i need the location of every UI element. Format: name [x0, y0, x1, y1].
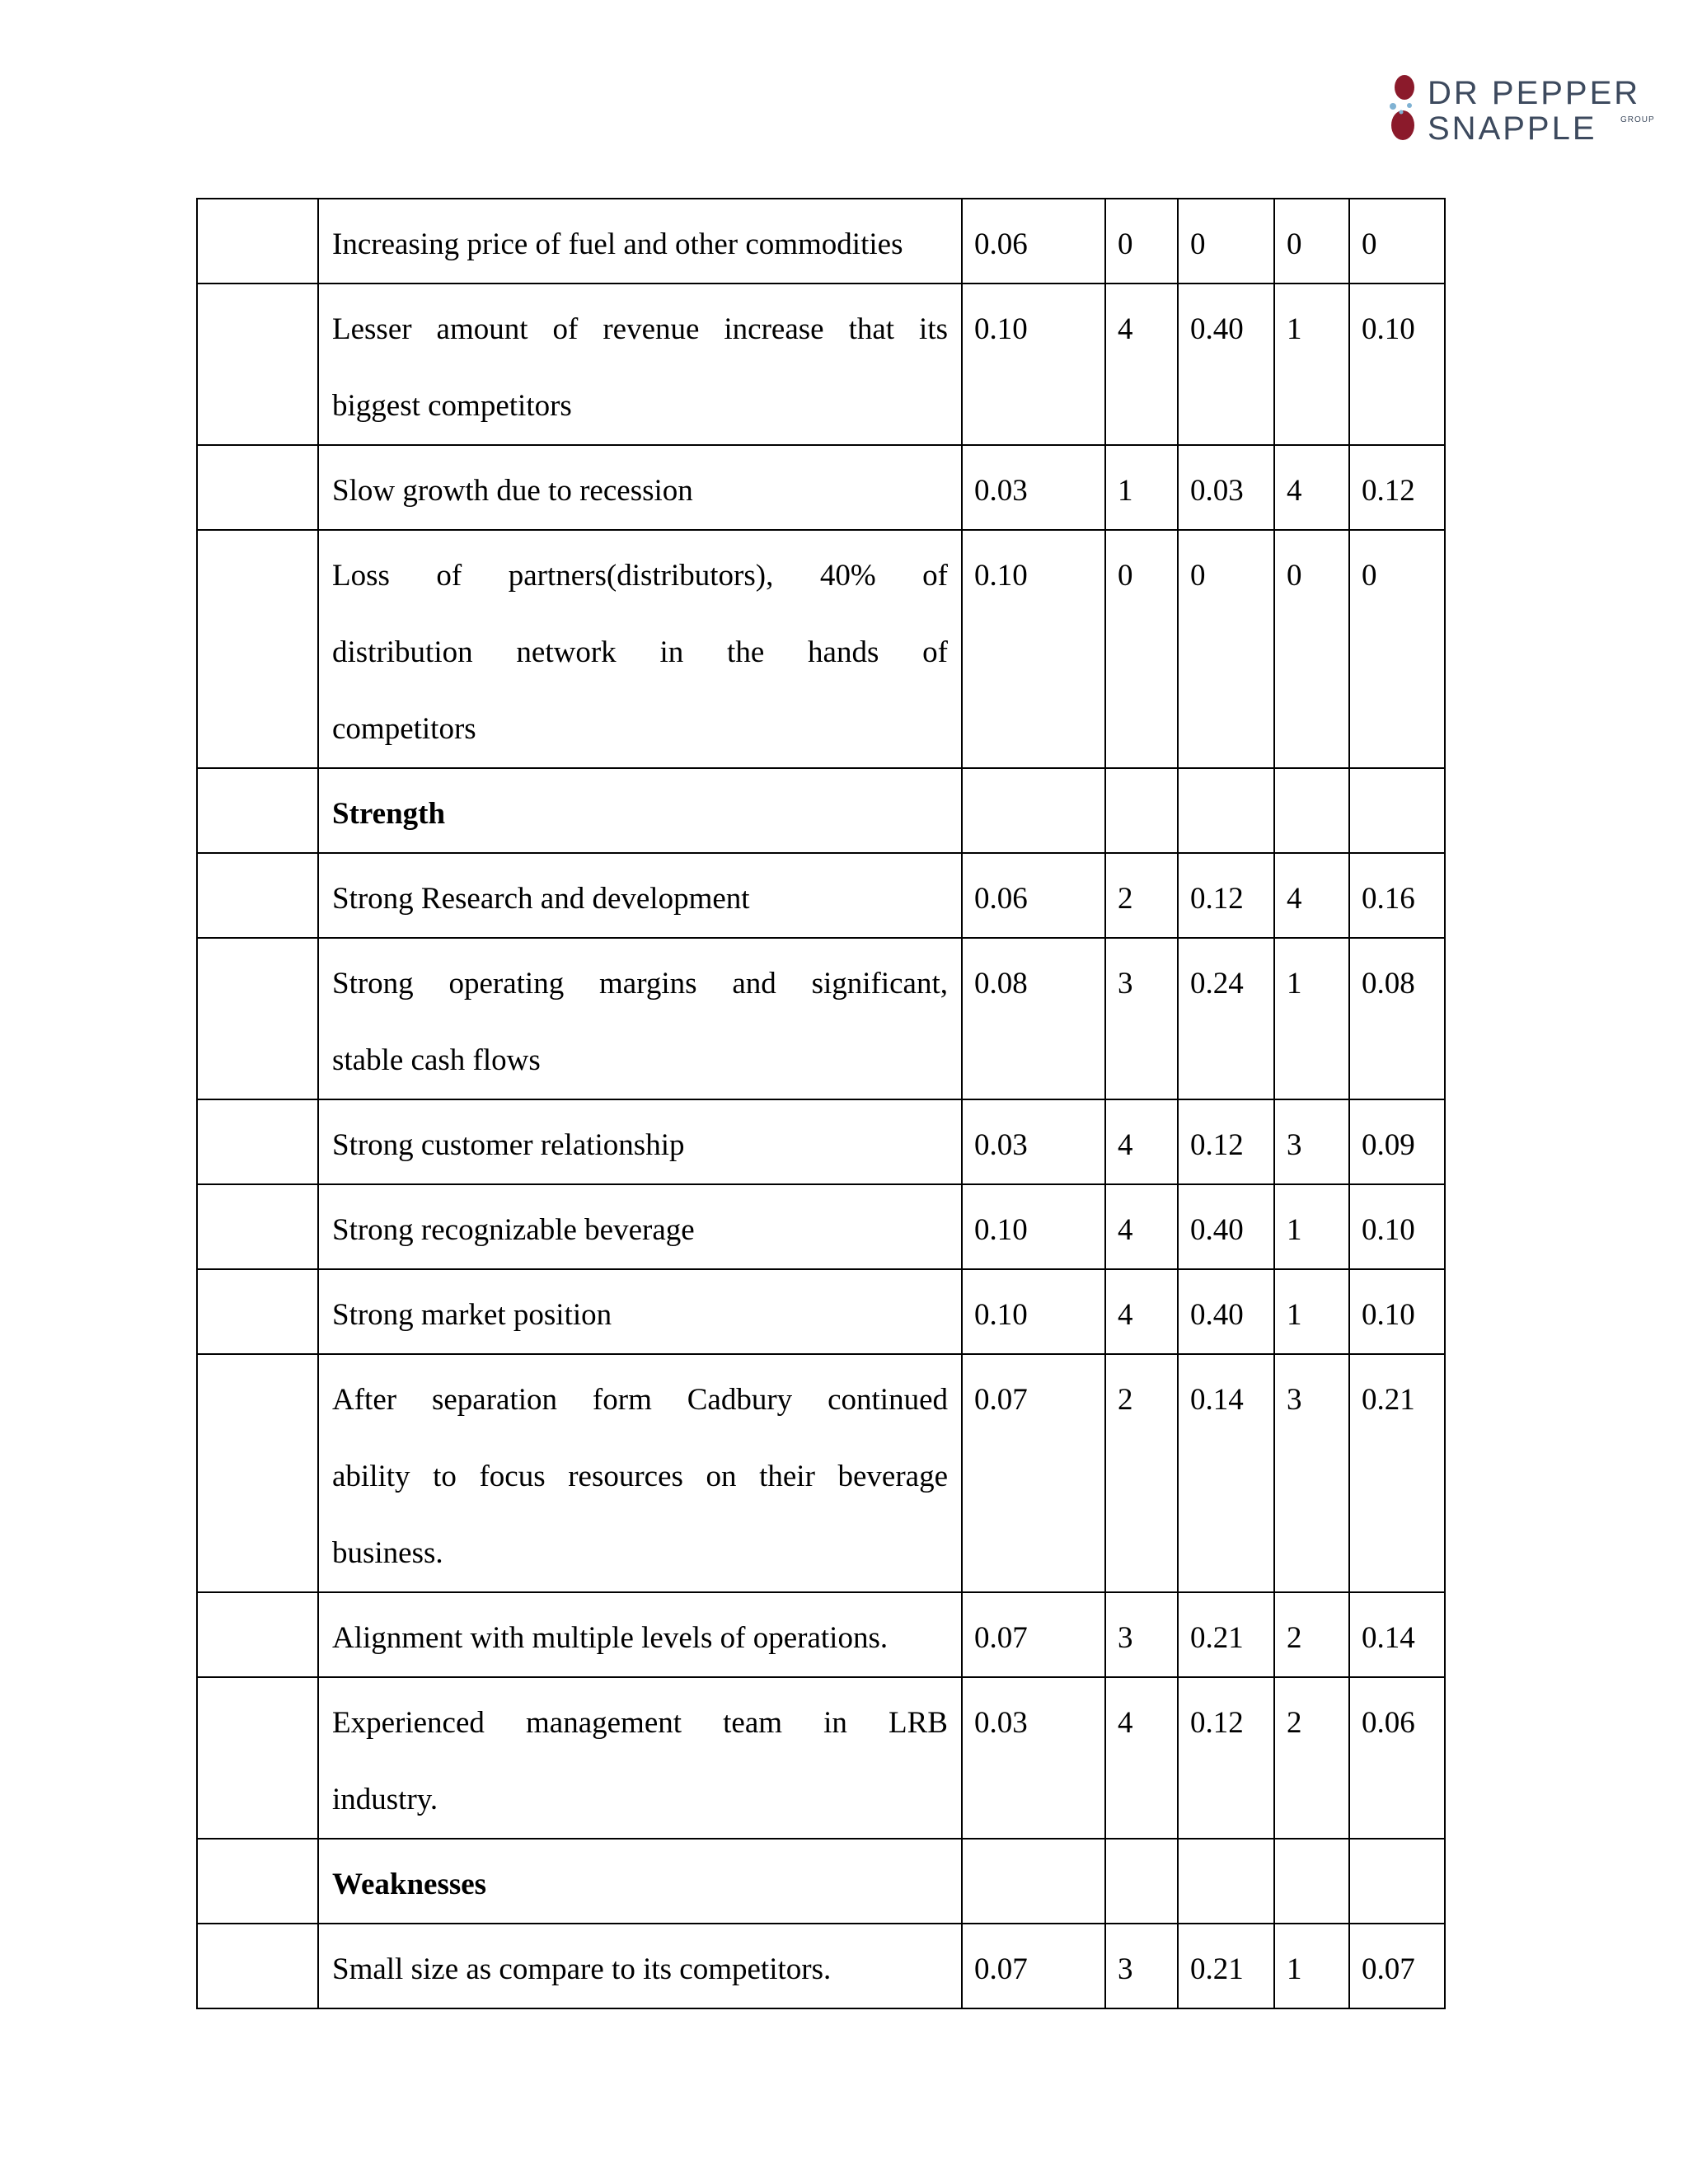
- weight-cell: 0.07: [962, 1354, 1105, 1592]
- weight-cell: [962, 1839, 1105, 1924]
- score2-cell: 0.10: [1349, 284, 1445, 445]
- score1-cell: 0.21: [1178, 1592, 1274, 1677]
- weight-cell: 0.10: [962, 530, 1105, 768]
- logo-line-1: DR PEPPER: [1428, 75, 1641, 111]
- blank-cell: [197, 1592, 318, 1677]
- blank-cell: [197, 1099, 318, 1184]
- factor-description: Alignment with multiple levels of operations.: [318, 1592, 962, 1677]
- factor-description: Small size as compare to its competitors.: [318, 1924, 962, 2008]
- weight-cell: 0.10: [962, 1269, 1105, 1354]
- factor-description: Strong market position: [318, 1269, 962, 1354]
- score1-cell: 0: [1178, 199, 1274, 284]
- table-row: [197, 1924, 1445, 2008]
- score2-cell: [1349, 768, 1445, 853]
- factor-description: Strong customer relationship: [318, 1099, 962, 1184]
- score2-cell: 0.12: [1349, 445, 1445, 530]
- blank-cell: [197, 199, 318, 284]
- rating1-cell: 4: [1105, 1677, 1178, 1839]
- score1-cell: 0.40: [1178, 1184, 1274, 1269]
- rating2-cell: [1274, 1839, 1349, 1924]
- score2-cell: 0: [1349, 199, 1445, 284]
- score1-cell: [1178, 768, 1274, 853]
- factor-description: Experienced management team in LRB industry.: [318, 1677, 962, 1839]
- rating2-cell: 4: [1274, 853, 1349, 938]
- score1-cell: 0.21: [1178, 1924, 1274, 2008]
- blank-cell: [197, 284, 318, 445]
- score1-cell: 0.03: [1178, 445, 1274, 530]
- blank-cell: [197, 1677, 318, 1839]
- rating1-cell: 2: [1105, 1354, 1178, 1592]
- rating1-cell: 3: [1105, 938, 1178, 1099]
- score1-cell: 0.24: [1178, 938, 1274, 1099]
- rating1-cell: 4: [1105, 1099, 1178, 1184]
- score1-cell: [1178, 1839, 1274, 1924]
- blank-cell: [197, 853, 318, 938]
- weight-cell: 0.03: [962, 445, 1105, 530]
- rating1-cell: 2: [1105, 853, 1178, 938]
- rating2-cell: 2: [1274, 1677, 1349, 1839]
- efe-ife-matrix-table: [196, 198, 1446, 2009]
- rating2-cell: 1: [1274, 1184, 1349, 1269]
- weight-cell: 0.03: [962, 1099, 1105, 1184]
- score2-cell: 0.08: [1349, 938, 1445, 1099]
- table-row: [197, 938, 1445, 1099]
- blank-cell: [197, 768, 318, 853]
- score2-cell: 0.07: [1349, 1924, 1445, 2008]
- score2-cell: 0.09: [1349, 1099, 1445, 1184]
- score1-cell: 0.14: [1178, 1354, 1274, 1592]
- rating2-cell: 0: [1274, 199, 1349, 284]
- score2-cell: 0.06: [1349, 1677, 1445, 1839]
- rating1-cell: [1105, 1839, 1178, 1924]
- rating1-cell: 4: [1105, 1269, 1178, 1354]
- logo-line-2: SNAPPLE: [1428, 110, 1597, 147]
- blank-cell: [197, 1184, 318, 1269]
- table-row: [197, 445, 1445, 530]
- score2-cell: 0.21: [1349, 1354, 1445, 1592]
- logo-wordmark: [1428, 76, 1640, 147]
- factor-description: Strong operating margins and significant, stable cash flows: [318, 938, 962, 1099]
- weight-cell: 0.08: [962, 938, 1105, 1099]
- rating2-cell: 3: [1274, 1354, 1349, 1592]
- weight-cell: 0.10: [962, 284, 1105, 445]
- company-logo: [1385, 71, 1657, 145]
- table-body: [197, 199, 1445, 2008]
- blank-cell: [197, 1269, 318, 1354]
- blank-cell: [197, 1839, 318, 1924]
- table-row: [197, 1354, 1445, 1592]
- rating1-cell: 1: [1105, 445, 1178, 530]
- score2-cell: 0: [1349, 530, 1445, 768]
- rating2-cell: [1274, 768, 1349, 853]
- table-row: [197, 853, 1445, 938]
- blank-cell: [197, 1354, 318, 1592]
- weight-cell: [962, 768, 1105, 853]
- rating2-cell: 0: [1274, 530, 1349, 768]
- rating2-cell: 4: [1274, 445, 1349, 530]
- rating1-cell: [1105, 768, 1178, 853]
- score2-cell: 0.10: [1349, 1184, 1445, 1269]
- factor-description: Loss of partners(distributors), 40% of distribution network in the hands of competitors: [318, 530, 962, 768]
- rating2-cell: 2: [1274, 1592, 1349, 1677]
- weight-cell: 0.06: [962, 199, 1105, 284]
- table-row: [197, 1592, 1445, 1677]
- table-row: [197, 1184, 1445, 1269]
- rating2-cell: 1: [1274, 284, 1349, 445]
- factor-description: Strong Research and development: [318, 853, 962, 938]
- table-row: [197, 199, 1445, 284]
- logo-mark-icon: [1385, 71, 1421, 145]
- table-row: [197, 284, 1445, 445]
- factor-description: Strong recognizable beverage: [318, 1184, 962, 1269]
- section-heading: Strength: [318, 768, 962, 853]
- section-heading-row: [197, 1839, 1445, 1924]
- rating1-cell: 0: [1105, 530, 1178, 768]
- table-row: [197, 1269, 1445, 1354]
- weight-cell: 0.06: [962, 853, 1105, 938]
- rating1-cell: 3: [1105, 1592, 1178, 1677]
- rating1-cell: 0: [1105, 199, 1178, 284]
- score1-cell: 0.12: [1178, 1099, 1274, 1184]
- score2-cell: 0.10: [1349, 1269, 1445, 1354]
- rating2-cell: 1: [1274, 938, 1349, 1099]
- score1-cell: 0.40: [1178, 284, 1274, 445]
- score1-cell: 0.40: [1178, 1269, 1274, 1354]
- score2-cell: 0.14: [1349, 1592, 1445, 1677]
- weight-cell: 0.07: [962, 1924, 1105, 2008]
- rating2-cell: 1: [1274, 1269, 1349, 1354]
- table-row: [197, 1677, 1445, 1839]
- rating1-cell: 3: [1105, 1924, 1178, 2008]
- rating2-cell: 3: [1274, 1099, 1349, 1184]
- score1-cell: 0.12: [1178, 853, 1274, 938]
- blank-cell: [197, 1924, 318, 2008]
- weight-cell: 0.10: [962, 1184, 1105, 1269]
- factor-description: After separation form Cadbury continued ability to focus resources on their beverage business.: [318, 1354, 962, 1592]
- rating1-cell: 4: [1105, 1184, 1178, 1269]
- factor-description: Slow growth due to recession: [318, 445, 962, 530]
- blank-cell: [197, 445, 318, 530]
- table-row: [197, 530, 1445, 768]
- score2-cell: 0.16: [1349, 853, 1445, 938]
- rating2-cell: 1: [1274, 1924, 1349, 2008]
- score1-cell: 0.12: [1178, 1677, 1274, 1839]
- logo-group-label: GROUP: [1620, 115, 1655, 124]
- section-heading-row: [197, 768, 1445, 853]
- weight-cell: 0.07: [962, 1592, 1105, 1677]
- blank-cell: [197, 938, 318, 1099]
- score1-cell: 0: [1178, 530, 1274, 768]
- score2-cell: [1349, 1839, 1445, 1924]
- weight-cell: 0.03: [962, 1677, 1105, 1839]
- factor-description: Lesser amount of revenue increase that its biggest competitors: [318, 284, 962, 445]
- section-heading: Weaknesses: [318, 1839, 962, 1924]
- blank-cell: [197, 530, 318, 768]
- rating1-cell: 4: [1105, 284, 1178, 445]
- factor-description: Increasing price of fuel and other commodities: [318, 199, 962, 284]
- table-row: [197, 1099, 1445, 1184]
